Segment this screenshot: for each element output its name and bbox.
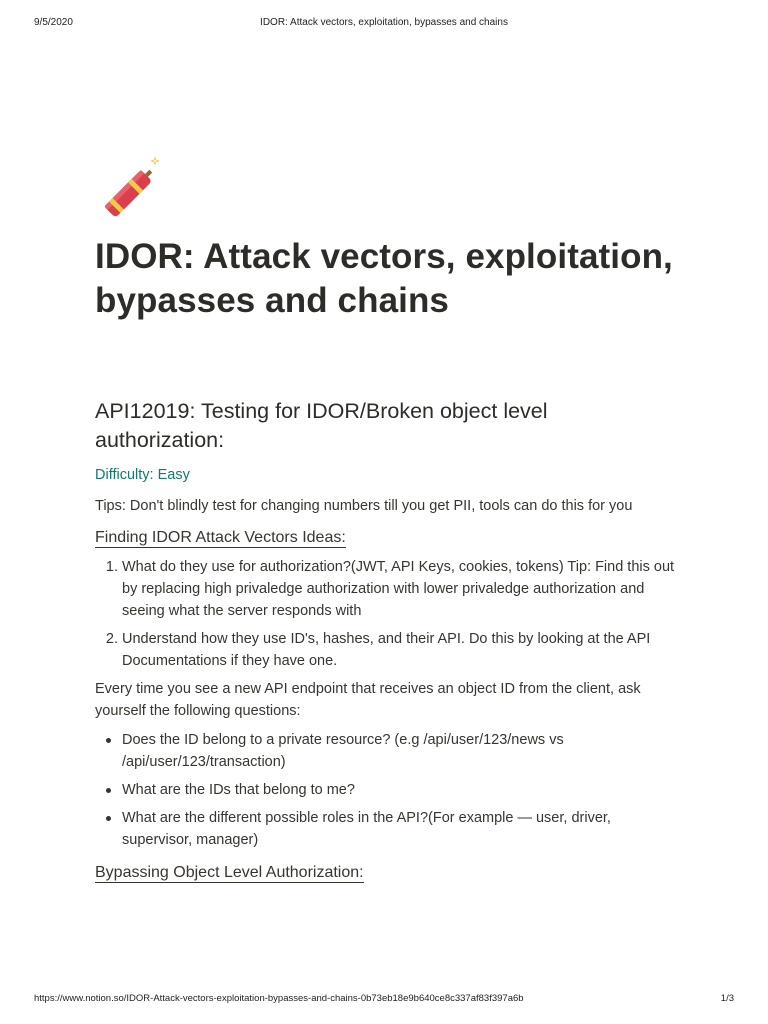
list-item: What are the IDs that belong to me?	[122, 779, 675, 801]
list-item: 1. What do they use for authorization?(JWT, API Keys, cookies, tokens) Tip: Find this out by replacing high privaledge authorization with lower privaledge authorization and seeing what the server responds with	[122, 556, 675, 622]
questions-list	[95, 729, 675, 851]
bypass-heading: Bypassing Object Level Authorization:	[95, 864, 364, 881]
difficulty-label: Difficulty: Easy	[95, 467, 190, 483]
every-time-text: Every time you see a new API endpoint that receives an object ID from the client, ask yourself the following questions:	[95, 681, 641, 719]
print-header	[34, 17, 734, 31]
page-content	[95, 155, 675, 883]
list-item: What are the different possible roles in the API?(For example — user, driver, supervisor, manager)	[122, 807, 675, 851]
list-item: Does the ID belong to a private resource? (e.g /api/user/123/news vs /api/user/123/transaction)	[122, 729, 675, 773]
firecracker-icon	[95, 155, 167, 227]
finding-heading: Finding IDOR Attack Vectors Ideas:	[95, 529, 346, 546]
page-title: IDOR: Attack vectors, exploitation, bypasses and chains	[95, 237, 673, 320]
page-number: 1/3	[720, 993, 734, 1004]
tips-text: Tips: Don't blindly test for changing numbers till you get PII, tools can do this for you	[95, 498, 633, 514]
list-item: 2. Understand how they use ID's, hashes, and their API. Do this by looking at the API Documentations if they have one.	[122, 628, 675, 672]
page-url: https://www.notion.so/IDOR-Attack-vectors-exploitation-bypasses-and-chains-0b73eb18e9b640ce8c337af83f397a6b	[34, 993, 524, 1004]
print-footer	[34, 993, 734, 1007]
finding-list	[95, 556, 675, 672]
print-date: 9/5/2020	[34, 17, 73, 28]
print-title: IDOR: Attack vectors, exploitation, bypasses and chains	[260, 17, 508, 28]
section-heading: API12019: Testing for IDOR/Broken object level authorization:	[95, 399, 548, 452]
